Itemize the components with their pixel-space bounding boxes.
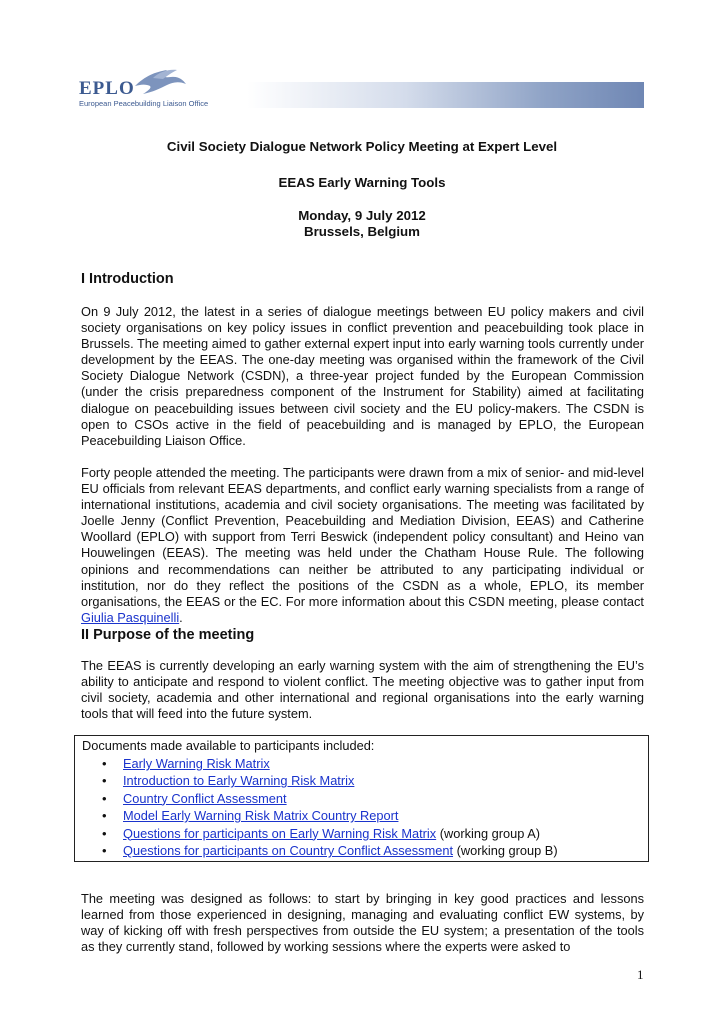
documents-list [99, 755, 558, 859]
date-title: Monday, 9 July 2012 [298, 208, 426, 223]
meeting-title: Civil Society Dialogue Network Policy Meeting at Expert Level [166, 139, 558, 154]
logo-subtitle: European Peacebuilding Liaison Office [79, 99, 209, 108]
page-number: 1 [637, 967, 644, 982]
intro-paragraph-1: On 9 July 2012, the latest in a series of dialogue meetings between EU policy makers and civil society organisations on key policy issues in conflict prevention and peacebuilding took place in Brussels. The meeting aimed to gather external expert input into early warning tools currently under development by the EEAS. The one-day meeting was organised within the framework of the Civil Society Dialogue Network (CSDN), a three-year project funded by the European Commission (under the crisis preparedness component of the Instrument for Stability) aimed at facilitating dialogue on peacebuilding issues between civil society and the EU policy-makers. The CSDN is open to CSOs active in the field of peacebuilding and is managed by EPLO, the European Peacebuilding Liaison Office. [81, 304, 644, 448]
topic-title: EEAS Early Warning Tools [278, 175, 446, 190]
doc-note: (working group A) [436, 825, 541, 841]
doc-note: (working group B) [453, 843, 558, 859]
doc-link-country-assessment[interactable]: Country Conflict Assessment [123, 790, 287, 806]
intro-paragraph-2-end: . [179, 609, 183, 625]
intro-paragraph-2 [81, 465, 644, 626]
place-title: Brussels, Belgium [303, 224, 421, 239]
banner-gradient [247, 82, 644, 108]
list-item [99, 790, 558, 807]
list-item [99, 807, 558, 824]
list-item [99, 825, 558, 842]
logo-wordmark: EPLO [79, 78, 135, 99]
doc-link-questions-country-assessment[interactable]: Questions for participants on Country Conflict Assessment [123, 843, 454, 859]
section-heading-purpose: II Purpose of the meeting [81, 627, 255, 643]
list-item [99, 755, 558, 772]
header-banner [77, 70, 644, 108]
doc-link-questions-risk-matrix[interactable]: Questions for participants on Early Warning Risk Matrix [123, 825, 437, 841]
intro-paragraph-2-text: Forty people attended the meeting. The participants were drawn from a mix of senior- and mid-level EU officials from relevant EEAS departments, and conflict early warning specialists from a range of international institutions, academia and civil society organisations. The meeting was facilitated by Joelle Jenny (Conflict Prevention, Peacebuilding and Mediation Division, EEAS) and Catherine Woollard (EPLO) with support from Terri Beswick (independent policy consultant) and Heino van Houwelingen (EEAS). The meeting was held under the Chatham House Rule. The following opinions and recommendations can neither be attributed to any participating individual or institution, nor do they reflect the positions of the CSDN as a whole, EPLO, its member organisations, the EEAS or the EC. For more information about this CSDN meeting, please contact [81, 465, 644, 609]
doc-link-risk-matrix[interactable]: Early Warning Risk Matrix [123, 756, 270, 771]
section-heading-introduction: I Introduction [81, 271, 174, 287]
documents-box [74, 735, 649, 862]
contact-link[interactable]: Giulia Pasquinelli [81, 609, 180, 625]
list-item [99, 842, 558, 859]
dove-logo-icon [133, 68, 187, 96]
doc-link-intro-risk-matrix[interactable]: Introduction to Early Warning Risk Matrix [123, 773, 355, 789]
purpose-paragraph: The EEAS is currently developing an early warning system with the aim of strengthening the EU’s ability to anticipate and respond to violent conflict. The meeting objective was to gather input from civil society, academia and other international and regional organisations into the early warning tools that will feed into the future system. [81, 658, 644, 722]
design-paragraph: The meeting was designed as follows: to start by bringing in key good practices and lessons learned from those experienced in designing, managing and evaluating conflict EW systems, by way of kicking off with fresh perspectives from outside the EU system; a presentation of the tools as they currently stand, followed by working sessions where the experts were asked to [81, 891, 644, 955]
doc-link-model-report[interactable]: Model Early Warning Risk Matrix Country Report [123, 808, 399, 824]
list-item [99, 772, 558, 789]
documents-intro: Documents made available to participants included: [82, 738, 375, 753]
